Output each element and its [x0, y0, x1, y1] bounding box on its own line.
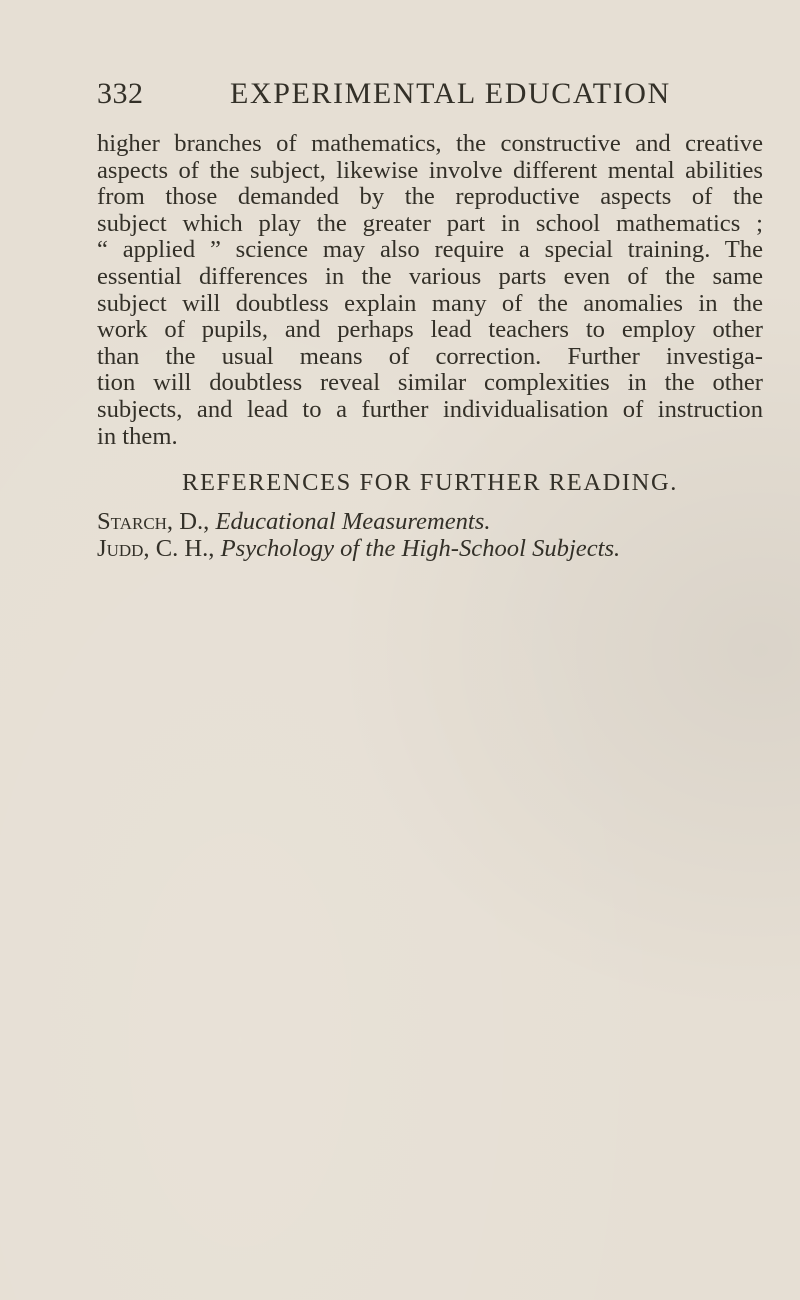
running-head: EXPERIMENTAL EDUCATION [230, 77, 671, 110]
reference-item [97, 508, 763, 535]
text-line: than the usual means of correction. Further investiga- [97, 342, 763, 370]
text-line: “ applied ” science may also require a special training. The [97, 236, 763, 264]
references-heading: REFERENCES FOR FURTHER READING. [182, 469, 678, 496]
text-line: subject will doubtless explain many of the anomalies in the [97, 289, 763, 317]
text-line: essential differences in the various parts even of the same [97, 262, 763, 290]
reference-title: Psychology of the High-School Subjects. [220, 535, 621, 562]
text-line: in them. [97, 422, 178, 450]
reference-item [97, 535, 763, 562]
text-line: higher branches of mathematics, the constructive and creative [97, 130, 763, 157]
reference-title: Educational Measurements. [215, 508, 491, 535]
page-header [97, 74, 763, 114]
reference-author: Starch, D., [97, 508, 210, 535]
references-list [97, 508, 763, 562]
text-line: work of pupils, and perhaps lead teachers to employ other [97, 316, 763, 344]
text-line: subject which play the greater part in school mathematics ; [97, 209, 763, 237]
text-line: aspects of the subject, likewise involve different mental abilities [97, 156, 763, 184]
text-line: subjects, and lead to a further individualisation of instruction [97, 395, 763, 423]
text-line: tion will doubtless reveal similar complexities in the other [97, 369, 763, 397]
reference-author: Judd, C. H., [97, 535, 215, 562]
page-number: 332 [97, 77, 144, 110]
text-line: from those demanded by the reproductive aspects of the [97, 183, 763, 211]
body-paragraph [97, 131, 763, 450]
